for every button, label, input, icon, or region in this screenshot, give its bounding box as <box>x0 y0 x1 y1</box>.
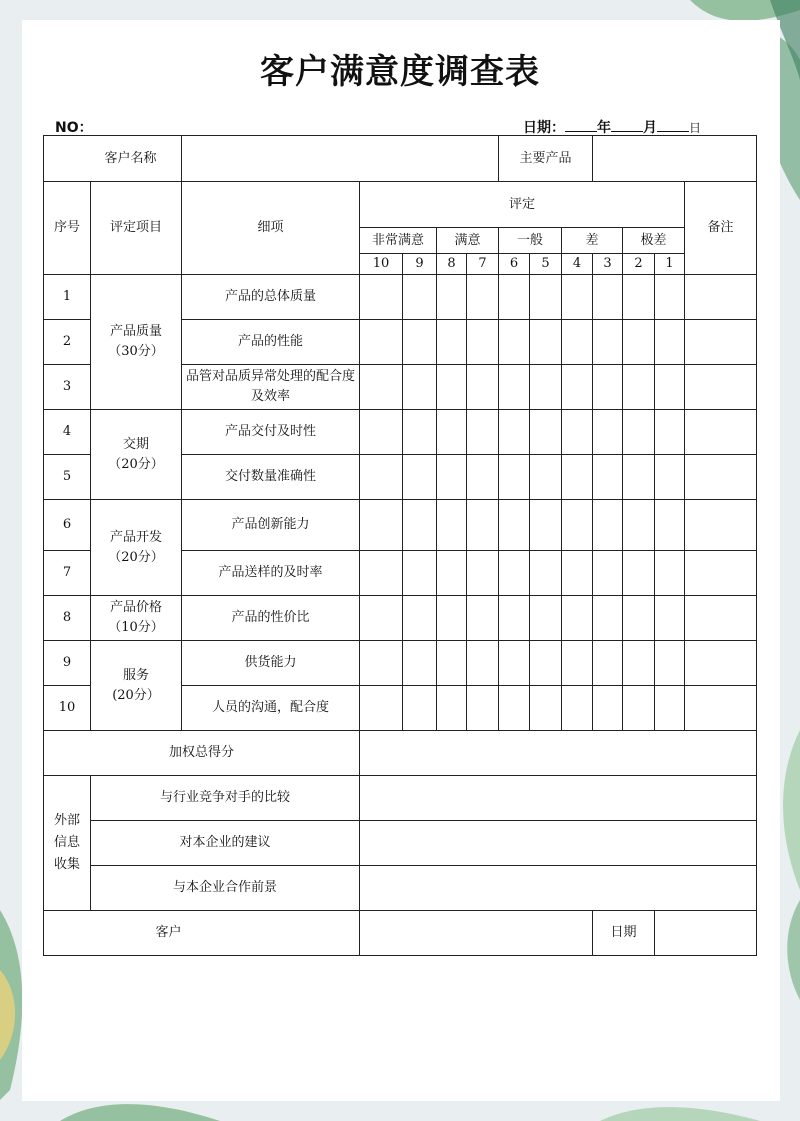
rating-cell[interactable] <box>530 596 562 641</box>
group-points: （20分） <box>108 456 164 472</box>
row-seq: 5 <box>44 455 91 500</box>
rating-cell[interactable] <box>437 320 467 365</box>
rating-cell[interactable] <box>437 275 467 320</box>
row-detail: 产品创新能力 <box>182 500 360 551</box>
rating-cell[interactable] <box>499 275 530 320</box>
row-detail: 品管对品质异常处理的配合度及效率 <box>182 365 360 410</box>
group-points: (20分） <box>112 687 160 703</box>
external-row <box>44 776 757 821</box>
rating-cell[interactable] <box>360 596 403 641</box>
rating-cell[interactable] <box>530 275 562 320</box>
rating-cell[interactable] <box>403 500 437 551</box>
remark-cell[interactable] <box>685 275 757 320</box>
rating-cell[interactable] <box>437 596 467 641</box>
rating-cell[interactable] <box>437 686 467 731</box>
row-seq: 9 <box>44 641 91 686</box>
sign-date-label: 日期 <box>593 911 655 956</box>
column-seq: 序号 <box>44 182 91 275</box>
remark-cell[interactable] <box>685 686 757 731</box>
group-delivery <box>91 410 182 500</box>
rating-cell[interactable] <box>467 596 499 641</box>
row-seq: 4 <box>44 410 91 455</box>
rating-cell[interactable] <box>360 275 403 320</box>
rating-cell[interactable] <box>623 686 655 731</box>
rating-cell[interactable] <box>467 641 499 686</box>
rating-cell[interactable] <box>530 500 562 551</box>
rating-cell[interactable] <box>403 410 437 455</box>
rating-cell[interactable] <box>437 641 467 686</box>
row-seq: 2 <box>44 320 91 365</box>
table-row <box>44 641 757 686</box>
rating-cell[interactable] <box>623 641 655 686</box>
rating-cell[interactable] <box>562 500 593 551</box>
rating-cell[interactable] <box>593 275 623 320</box>
group-points: （30分） <box>108 344 164 359</box>
remark-cell[interactable] <box>685 551 757 596</box>
score-6: 6 <box>499 254 530 275</box>
form-date <box>523 117 701 137</box>
external-row <box>44 866 757 911</box>
score-5: 5 <box>530 254 562 275</box>
rating-cell[interactable] <box>655 410 685 455</box>
rating-cell[interactable] <box>623 410 655 455</box>
rating-cell[interactable] <box>360 500 403 551</box>
group-name: 产品质量 <box>110 324 163 339</box>
rating-cell[interactable] <box>499 365 530 410</box>
rating-cell[interactable] <box>403 641 437 686</box>
row-seq: 3 <box>44 365 91 410</box>
rating-cell[interactable] <box>655 275 685 320</box>
rating-cell[interactable] <box>562 320 593 365</box>
table-row <box>44 275 757 320</box>
remark-cell[interactable] <box>685 641 757 686</box>
group-price <box>91 596 182 641</box>
row-seq: 6 <box>44 500 91 551</box>
day-label: 日 <box>689 121 702 135</box>
remark-cell[interactable] <box>685 320 757 365</box>
rating-cell[interactable] <box>655 551 685 596</box>
rating-cell[interactable] <box>360 365 403 410</box>
signature-row <box>44 911 757 956</box>
row-seq: 8 <box>44 596 91 641</box>
survey-table <box>43 135 757 956</box>
group-points: （20分） <box>108 549 164 565</box>
rating-cell[interactable] <box>467 500 499 551</box>
rating-cell[interactable] <box>530 641 562 686</box>
score-8: 8 <box>437 254 467 275</box>
rating-cell[interactable] <box>562 596 593 641</box>
sign-date-field[interactable] <box>655 911 757 956</box>
table-row <box>44 410 757 455</box>
rating-cell[interactable] <box>593 365 623 410</box>
score-3: 3 <box>593 254 623 275</box>
rating-cell[interactable] <box>655 686 685 731</box>
score-4: 4 <box>562 254 593 275</box>
weighted-total-label: 加权总得分 <box>44 731 360 776</box>
rating-cell[interactable] <box>530 455 562 500</box>
rating-cell[interactable] <box>467 275 499 320</box>
weighted-total-field[interactable] <box>360 731 757 776</box>
rating-cell[interactable] <box>623 365 655 410</box>
rating-cell[interactable] <box>499 320 530 365</box>
year-blank[interactable] <box>565 119 597 132</box>
rating-cell[interactable] <box>437 551 467 596</box>
score-10: 10 <box>360 254 403 275</box>
rating-cell[interactable] <box>530 365 562 410</box>
rating-cell[interactable] <box>437 455 467 500</box>
rating-cell[interactable] <box>655 365 685 410</box>
rating-cell[interactable] <box>360 641 403 686</box>
row-detail: 产品的性价比 <box>182 596 360 641</box>
rating-cell[interactable] <box>499 500 530 551</box>
row-detail: 供货能力 <box>182 641 360 686</box>
group-service <box>91 641 182 731</box>
rating-cell[interactable] <box>403 596 437 641</box>
external-field-prospects[interactable] <box>360 866 757 911</box>
external-row <box>44 821 757 866</box>
rating-cell[interactable] <box>467 551 499 596</box>
rating-cell[interactable] <box>467 455 499 500</box>
remark-cell[interactable] <box>685 500 757 551</box>
external-field-suggestions[interactable] <box>360 821 757 866</box>
rating-cell[interactable] <box>655 596 685 641</box>
rating-cell[interactable] <box>593 686 623 731</box>
rating-cell[interactable] <box>593 551 623 596</box>
rating-cell[interactable] <box>360 551 403 596</box>
rating-cell[interactable] <box>562 365 593 410</box>
rating-cell[interactable] <box>360 455 403 500</box>
header-info-row <box>44 136 757 182</box>
rating-cell[interactable] <box>562 641 593 686</box>
level-very-satisfied: 非常满意 <box>360 228 437 254</box>
rating-cell[interactable] <box>467 410 499 455</box>
external-field-competitors[interactable] <box>360 776 757 821</box>
row-seq: 10 <box>44 686 91 731</box>
rating-cell[interactable] <box>655 500 685 551</box>
rating-cell[interactable] <box>403 551 437 596</box>
external-info-label: 外部信息收集 <box>44 776 91 911</box>
table-row <box>44 596 757 641</box>
row-detail: 产品的性能 <box>182 320 360 365</box>
rating-cell[interactable] <box>403 320 437 365</box>
rating-cell[interactable] <box>499 551 530 596</box>
row-detail: 交付数量准确性 <box>182 455 360 500</box>
rating-cell[interactable] <box>655 320 685 365</box>
rating-cell[interactable] <box>593 320 623 365</box>
rating-cell[interactable] <box>593 641 623 686</box>
rating-cell[interactable] <box>403 365 437 410</box>
rating-cell[interactable] <box>562 275 593 320</box>
row-detail: 产品交付及时性 <box>182 410 360 455</box>
group-name: 交期 <box>123 436 150 452</box>
rating-cell[interactable] <box>403 275 437 320</box>
group-name: 产品开发 <box>110 529 163 545</box>
rating-cell[interactable] <box>360 320 403 365</box>
level-very-poor: 极差 <box>623 228 685 254</box>
rating-cell[interactable] <box>623 320 655 365</box>
level-average: 一般 <box>499 228 562 254</box>
rating-cell[interactable] <box>467 686 499 731</box>
column-rating: 评定 <box>360 182 685 228</box>
customer-name-field[interactable] <box>182 136 499 182</box>
column-detail: 细项 <box>182 182 360 275</box>
month-blank[interactable] <box>611 119 643 132</box>
rating-cell[interactable] <box>593 455 623 500</box>
rating-cell[interactable] <box>437 410 467 455</box>
customer-sign-label: 客户 <box>44 911 360 956</box>
external-item-suggestions: 对本企业的建议 <box>91 821 360 866</box>
table-row <box>44 500 757 551</box>
day-blank[interactable] <box>657 119 689 132</box>
score-7: 7 <box>467 254 499 275</box>
rating-cell[interactable] <box>562 410 593 455</box>
year-label: 年 <box>597 120 611 136</box>
rating-cell[interactable] <box>655 641 685 686</box>
weighted-total-row <box>44 731 757 776</box>
rating-cell[interactable] <box>562 455 593 500</box>
row-seq: 7 <box>44 551 91 596</box>
rating-cell[interactable] <box>623 275 655 320</box>
rating-cell[interactable] <box>623 551 655 596</box>
main-product-field[interactable] <box>593 136 757 182</box>
rating-cell[interactable] <box>499 686 530 731</box>
rating-cell[interactable] <box>562 551 593 596</box>
rating-cell[interactable] <box>623 500 655 551</box>
rating-cell[interactable] <box>499 596 530 641</box>
row-detail: 产品送样的及时率 <box>182 551 360 596</box>
rating-cell[interactable] <box>360 686 403 731</box>
column-item: 评定项目 <box>91 182 182 275</box>
rating-cell[interactable] <box>593 410 623 455</box>
score-2: 2 <box>623 254 655 275</box>
page-title: 客户满意度调查表 <box>260 52 540 92</box>
rating-cell[interactable] <box>499 641 530 686</box>
score-1: 1 <box>655 254 685 275</box>
group-quality <box>91 275 182 410</box>
remark-cell[interactable] <box>685 365 757 410</box>
remark-cell[interactable] <box>685 455 757 500</box>
rating-cell[interactable] <box>360 410 403 455</box>
rating-cell[interactable] <box>530 410 562 455</box>
rating-cell[interactable] <box>403 455 437 500</box>
rating-cell[interactable] <box>593 500 623 551</box>
rating-cell[interactable] <box>499 410 530 455</box>
external-item-competitors: 与行业竞争对手的比较 <box>91 776 360 821</box>
rating-cell[interactable] <box>530 686 562 731</box>
score-9: 9 <box>403 254 437 275</box>
rating-cell[interactable] <box>467 320 499 365</box>
rating-cell[interactable] <box>562 686 593 731</box>
customer-sign-field[interactable] <box>360 911 593 956</box>
column-remark: 备注 <box>685 182 757 275</box>
level-satisfied: 满意 <box>437 228 499 254</box>
group-name: 产品价格 <box>110 600 163 615</box>
main-product-label: 主要产品 <box>499 136 593 182</box>
row-seq: 1 <box>44 275 91 320</box>
date-label: 日期： <box>523 120 565 136</box>
rating-cell[interactable] <box>623 596 655 641</box>
remark-cell[interactable] <box>685 596 757 641</box>
rating-cell[interactable] <box>530 320 562 365</box>
rating-cell[interactable] <box>593 596 623 641</box>
row-detail: 产品的总体质量 <box>182 275 360 320</box>
month-label: 月 <box>643 120 657 136</box>
group-development <box>91 500 182 596</box>
level-poor: 差 <box>562 228 623 254</box>
rating-cell[interactable] <box>530 551 562 596</box>
remark-cell[interactable] <box>685 410 757 455</box>
rating-cell[interactable] <box>655 455 685 500</box>
group-points: （10分） <box>108 620 164 635</box>
rating-cell[interactable] <box>499 455 530 500</box>
rating-cell[interactable] <box>437 500 467 551</box>
customer-name-label: 客户名称 <box>44 136 182 182</box>
rating-cell[interactable] <box>467 365 499 410</box>
row-detail: 人员的沟通，配合度 <box>182 686 360 731</box>
rating-cell[interactable] <box>437 365 467 410</box>
form-number-label: NO： <box>55 120 93 136</box>
group-name: 服务 <box>123 667 150 683</box>
external-item-prospects: 与本企业合作前景 <box>91 866 360 911</box>
rating-cell[interactable] <box>403 686 437 731</box>
rating-cell[interactable] <box>623 455 655 500</box>
